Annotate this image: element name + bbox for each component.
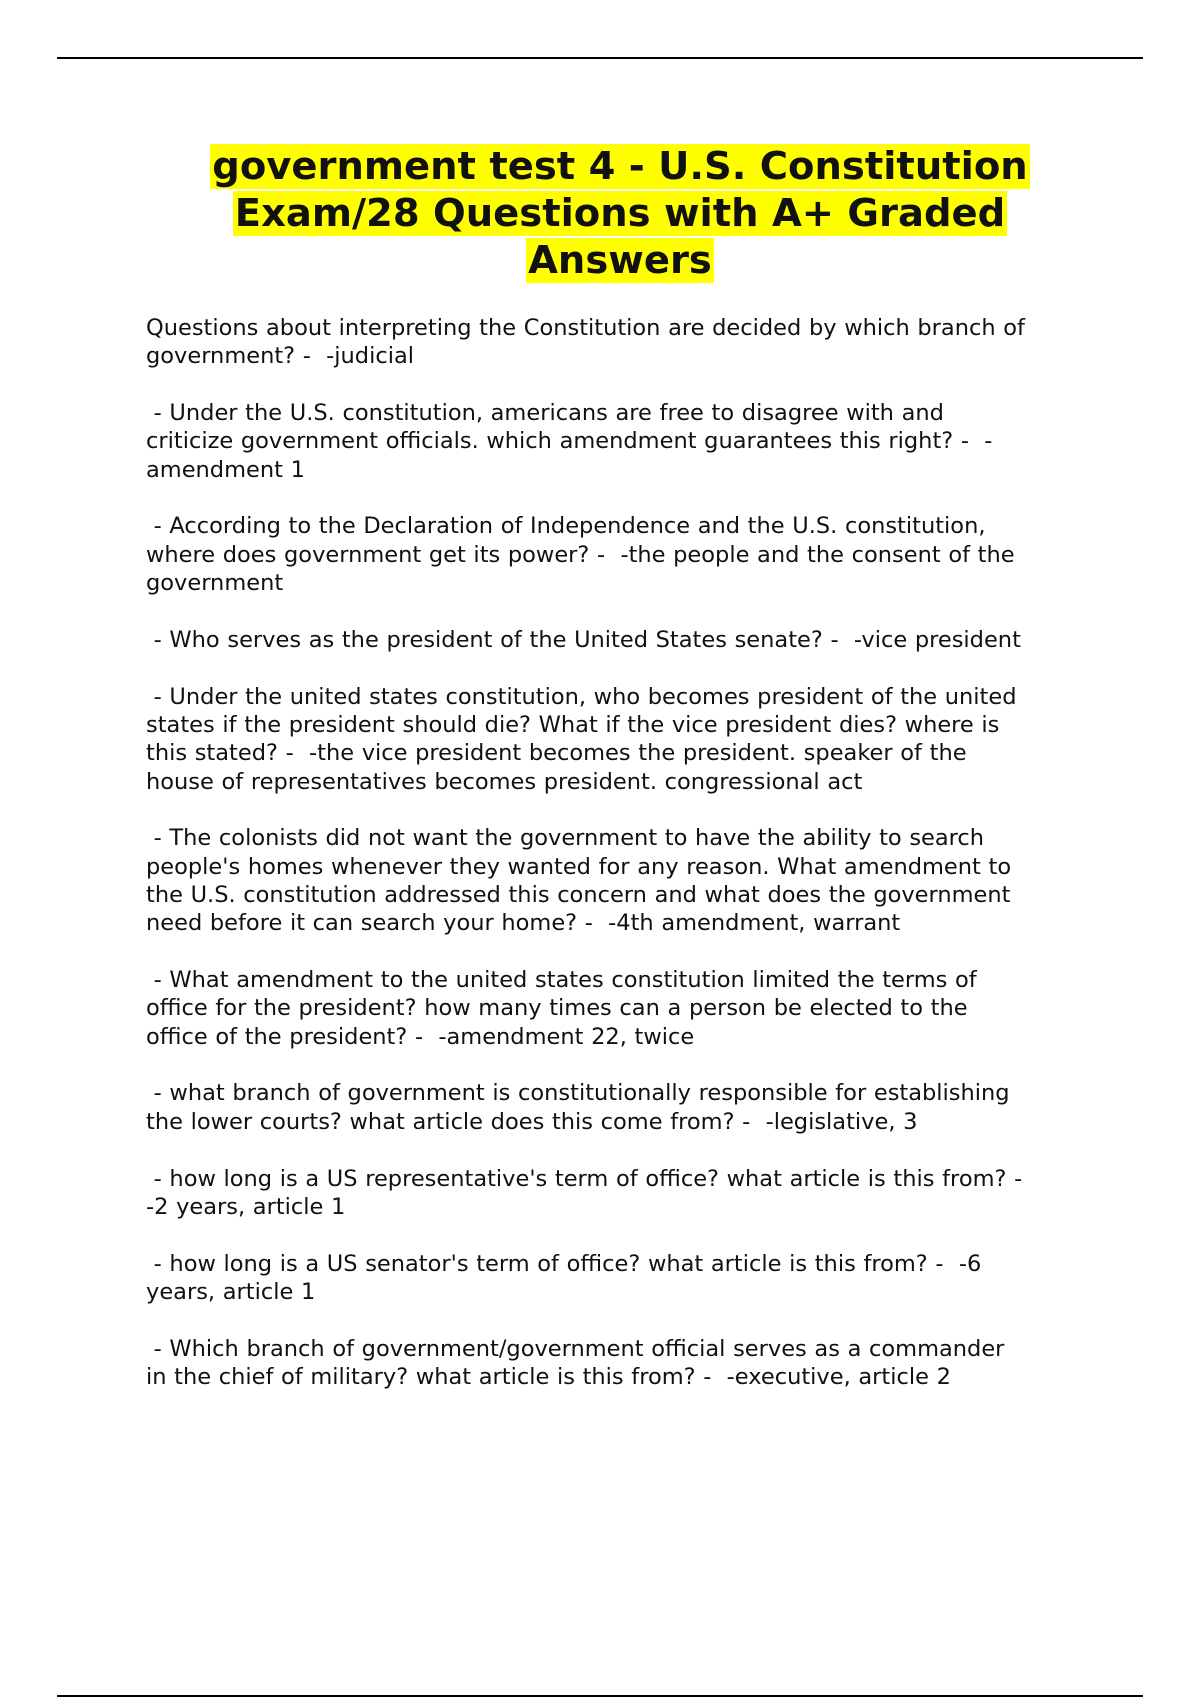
top-rule	[57, 57, 1143, 59]
question-answer-list	[146, 314, 1096, 1420]
qa-item-1: Questions about interpreting the Constitution are decided by which branch of government? - -judicial	[146, 315, 1025, 370]
qa-item-8: - what branch of government is constitutionally responsible for establishing the lower courts? what article does this come from? - -legislative, 3	[146, 1080, 1010, 1135]
title-line-2: Exam/28 Questions with A+ Graded	[234, 191, 1006, 236]
title-line-3: Answers	[528, 238, 712, 283]
qa-item-5: - Under the united states constitution, who becomes president of the united states if the president should die? What if the vice president dies? where is this stated? - -the vice president becomes the president. speaker of the house of representatives becomes president. congressional act	[146, 683, 1017, 795]
qa-item-2: - Under the U.S. constitution, americans are free to disagree with and criticize government officials. which amendment guarantees this right? - - amendment 1	[146, 400, 993, 483]
qa-item-11: - Which branch of government/government official serves as a commander in the chief of military? what article is this from? - -executive, article 2	[146, 1335, 1005, 1391]
qa-item-7: - What amendment to the united states constitution limited the terms of office for the president? how many times can a person be elected to the office of the president? - -amendment 22, twice	[146, 967, 977, 1050]
qa-item-10: - how long is a US senator's term of office? what article is this from? - -6 years, article 1	[146, 1250, 982, 1305]
qa-item-6: - The colonists did not want the government to have the ability to search people's homes whenever they wanted for any reason. What amendment to the U.S. constitution addressed this concern and what does the government need before it can search your home? - -4th amendment, warrant	[146, 825, 1012, 937]
qa-item-9: - how long is a US representative's term of office? what article is this from? - -2 years, article 1	[146, 1165, 1023, 1220]
document-title	[130, 143, 1110, 284]
title-line-1: government test 4 - U.S. Constitution	[212, 144, 1028, 189]
qa-item-3: - According to the Declaration of Independence and the U.S. constitution, where does government get its power? - -the people and the consent of the government	[146, 513, 1015, 597]
qa-item-4: - Who serves as the president of the United States senate? - -vice president	[146, 626, 1021, 653]
bottom-rule	[57, 1695, 1143, 1697]
